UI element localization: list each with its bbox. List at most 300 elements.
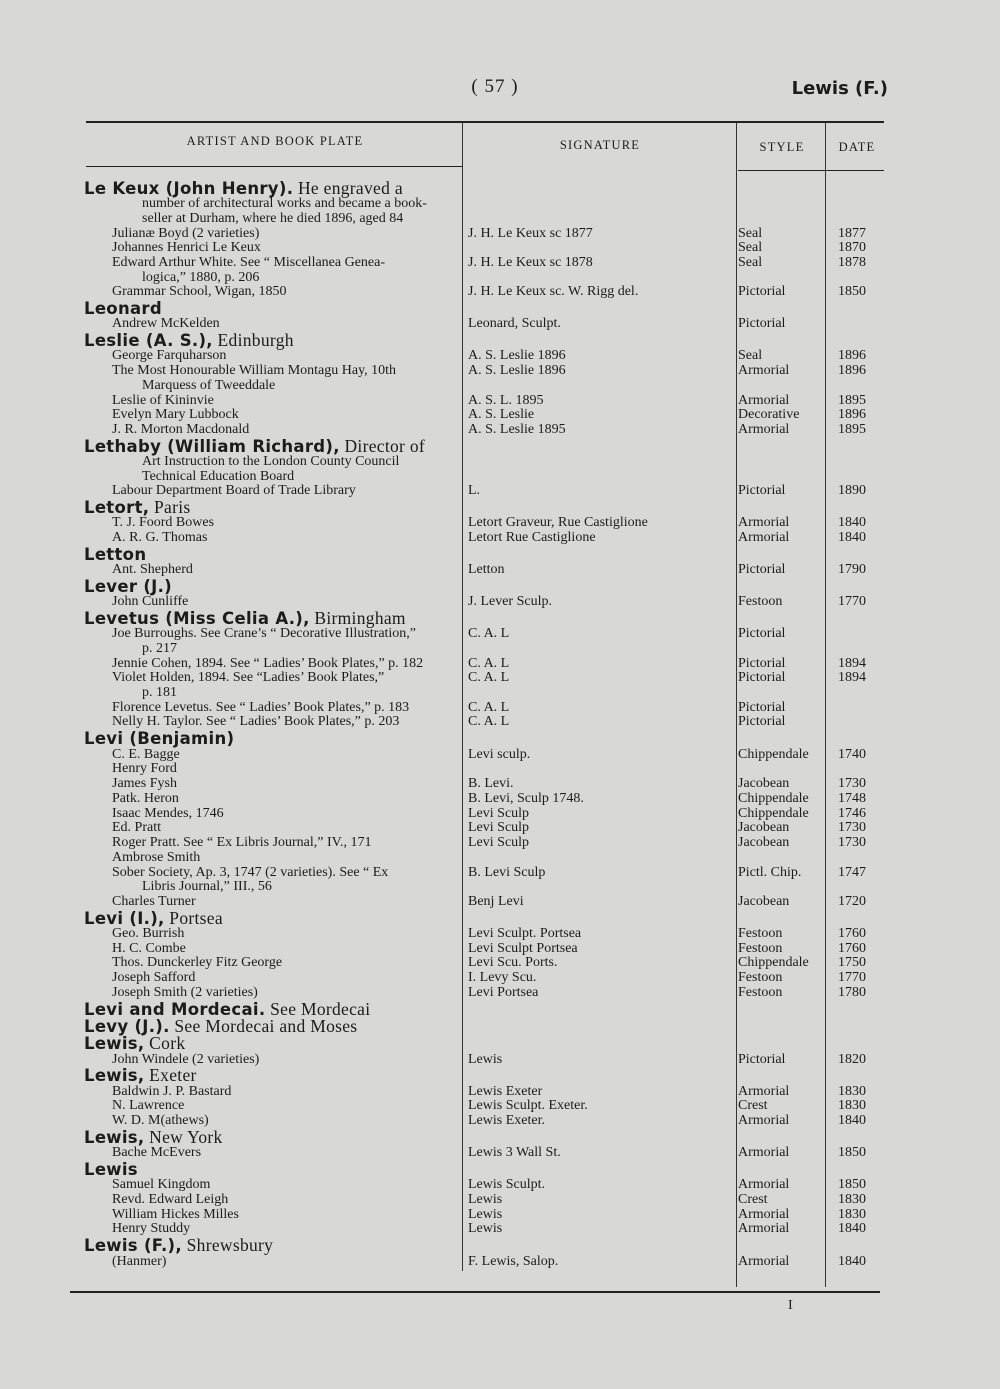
date-cell: 1895 <box>838 392 866 408</box>
style-cell: Pictorial <box>738 284 786 300</box>
date-cell: 1894 <box>838 670 866 686</box>
style-cell: Crest <box>738 1191 768 1207</box>
table-row <box>0 1208 1000 1223</box>
table-row <box>0 394 1000 409</box>
table-row <box>0 1099 1000 1114</box>
bookplate-owner: John Windele (2 varieties) <box>112 1051 260 1067</box>
bookplate-owner: Ant. Shepherd <box>112 562 193 578</box>
bookplate-owner: (Hanmer) <box>112 1253 167 1269</box>
table-row <box>0 762 1000 777</box>
continuation-text: Technical Education Board <box>142 468 295 484</box>
style-cell: Pictorial <box>738 626 786 642</box>
bookplate-owner: Ed. Pratt <box>112 820 161 836</box>
bookplate-owner: Joe Burroughs. See Crane’s “ Decorative Illustration,” <box>112 626 417 642</box>
table-row <box>0 349 1000 364</box>
artist-row <box>0 1126 1000 1147</box>
table-row <box>0 686 1000 701</box>
table-row <box>0 701 1000 716</box>
artist-row <box>0 1067 1000 1084</box>
style-cell: Pictorial <box>738 562 786 578</box>
table-row <box>0 1222 1000 1237</box>
date-cell: 1840 <box>838 1253 866 1269</box>
artist-heading: Lever (J.) <box>84 576 173 596</box>
signature-cell: Levi Sculp <box>468 820 530 836</box>
style-cell: Festoon <box>738 984 783 1000</box>
date-cell: 1896 <box>838 407 866 423</box>
date-cell: 1720 <box>838 893 866 909</box>
artist-note: Cork <box>144 1033 186 1054</box>
bookplate-owner: Thos. Dunckerley Fitz George <box>112 955 283 971</box>
date-cell: 1877 <box>838 225 866 241</box>
table-row <box>0 1178 1000 1193</box>
artist-heading: Le Keux (John Henry). <box>84 179 294 198</box>
bookplate-owner: W. D. M(athews) <box>112 1113 209 1129</box>
artist-note: Exeter <box>144 1065 197 1086</box>
signature-cell: C. A. L <box>468 655 510 671</box>
bookplate-owner: Isaac Mendes, 1746 <box>112 805 224 821</box>
signature-cell: Lewis Exeter <box>468 1083 543 1099</box>
bookplate-owner: Violet Holden, 1894. See “Ladies’ Book Plates,” <box>112 670 385 686</box>
date-cell: 1896 <box>838 348 866 364</box>
signature-cell: Lewis Sculpt. Exeter. <box>468 1098 588 1114</box>
artist-heading: Levy (J.). <box>84 1016 170 1036</box>
artist-name <box>84 1161 138 1178</box>
date-cell: 1840 <box>838 1113 866 1129</box>
column-header-style: STYLE <box>759 140 805 154</box>
signature-cell: A. S. Leslie 1896 <box>468 363 566 379</box>
style-cell: Jacobean <box>738 820 790 836</box>
artist-row <box>0 1237 1000 1254</box>
artist-name <box>84 180 403 197</box>
table-row <box>0 986 1000 1001</box>
bookplate-owner: A. R. G. Thomas <box>112 530 208 546</box>
table-row <box>0 455 1000 470</box>
table-row <box>0 379 1000 394</box>
table-row <box>0 866 1000 881</box>
table-row <box>0 364 1000 379</box>
signature-cell: Lewis <box>468 1221 503 1237</box>
bookplate-owner: Ambrose Smith <box>112 849 201 865</box>
style-cell: Armorial <box>738 1177 790 1193</box>
continuation-text: p. 217 <box>142 641 177 656</box>
artist-note: Director of <box>339 435 426 456</box>
signature-cell: Lewis 3 Wall St. <box>468 1145 561 1161</box>
style-cell: Chippendale <box>738 805 809 821</box>
style-cell: Seal <box>738 240 763 256</box>
artist-row <box>0 998 1000 1019</box>
style-cell: Festoon <box>738 970 783 986</box>
style-cell: Armorial <box>738 530 790 546</box>
artist-name <box>84 1035 185 1052</box>
artist-row <box>0 907 1000 928</box>
bookplate-owner: H. C. Combe <box>112 940 186 956</box>
table-row <box>0 1146 1000 1161</box>
bookplate-owner: Geo. Burrish <box>112 925 185 941</box>
artist-heading: Leonard <box>84 299 162 319</box>
signature-cell: Leonard, Sculpt. <box>468 316 561 332</box>
signature-cell: J. H. Le Keux sc 1878 <box>468 255 593 270</box>
artist-heading: Levi and Mordecai. <box>84 999 266 1019</box>
date-cell: 1730 <box>838 820 866 836</box>
date-cell: 1830 <box>838 1098 866 1114</box>
artist-row <box>0 546 1000 563</box>
style-cell: Chippendale <box>738 790 809 806</box>
signature-cell: B. Levi Sculp <box>468 864 546 880</box>
table-row <box>0 671 1000 686</box>
column-header-artist: ARTIST AND BOOK PLATE <box>186 134 364 148</box>
style-cell: Armorial <box>738 1145 790 1161</box>
date-cell: 1830 <box>838 1206 866 1222</box>
artist-row <box>0 730 1000 747</box>
artist-row <box>0 607 1000 628</box>
artist-heading: Lethaby (William Richard), <box>84 436 340 456</box>
artist-name <box>84 1015 358 1036</box>
style-cell: Chippendale <box>738 955 809 971</box>
bookplate-owner: Grammar School, Wigan, 1850 <box>112 284 287 300</box>
header-rule-right <box>738 170 884 171</box>
style-cell: Pictorial <box>738 655 786 671</box>
artist-name <box>84 1067 197 1084</box>
artist-row <box>0 499 1000 516</box>
artist-name <box>84 907 223 928</box>
signature-cell: Letort Graveur, Rue Castiglione <box>468 515 648 531</box>
table-row <box>0 271 1000 286</box>
style-cell: Pictorial <box>738 1051 786 1067</box>
artist-heading: Lewis, <box>84 1066 145 1086</box>
continuation-text: number of architectural works and became a book- <box>142 196 427 212</box>
artist-name <box>84 435 426 456</box>
artist-row <box>0 332 1000 349</box>
style-cell: Seal <box>738 225 763 241</box>
style-cell: Seal <box>738 255 763 270</box>
signature-cell: Levi Scu. Ports. <box>468 955 558 971</box>
header-rule-left <box>86 166 462 167</box>
artist-name <box>84 1237 273 1254</box>
artist-row <box>0 1161 1000 1178</box>
date-cell: 1730 <box>838 776 866 791</box>
date-cell: 1747 <box>838 864 866 880</box>
artist-note: Edinburgh <box>212 330 294 351</box>
bookplate-owner: Edward Arthur White. See “ Miscellanea Genea- <box>112 255 386 270</box>
bookplate-owner: Roger Pratt. See “ Ex Libris Journal,” IV., 171 <box>112 835 372 850</box>
signature-cell: Levi Sculpt. Portsea <box>468 925 582 941</box>
signature-cell: Lewis <box>468 1051 503 1067</box>
style-cell: Armorial <box>738 363 790 379</box>
signature-cell: C. A. L <box>468 714 510 730</box>
signature-cell: Levi sculp. <box>468 746 531 762</box>
artist-name <box>84 578 172 595</box>
continuation-text: seller at Durham, where he died 1896, aged 84 <box>142 210 404 226</box>
artist-name <box>84 730 234 747</box>
style-cell: Pictl. Chip. <box>738 864 802 880</box>
artist-note: See Mordecai and Moses <box>169 1015 358 1036</box>
table-row <box>0 197 1000 212</box>
table-row <box>0 285 1000 300</box>
column-header-signature: SIGNATURE <box>559 138 641 152</box>
bookplate-owner: William Hickes Milles <box>112 1206 239 1222</box>
bookplate-owner: Jennie Cohen, 1894. See “ Ladies’ Book Plates,” p. 182 <box>112 655 424 671</box>
artist-heading: Lewis, <box>84 1127 145 1147</box>
bookplate-owner: James Fysh <box>112 776 177 791</box>
table-row <box>0 777 1000 792</box>
bookplate-owner: Labour Department Board of Trade Library <box>112 483 356 499</box>
table-row <box>0 836 1000 851</box>
bookplate-owner: Samuel Kingdom <box>112 1177 211 1193</box>
table-row <box>0 807 1000 822</box>
bookplate-owner: Joseph Smith (2 varieties) <box>112 984 258 1000</box>
bookplate-owner: Nelly H. Taylor. See “ Ladies’ Book Plates,” p. 203 <box>112 714 400 730</box>
running-head: Lewis (F.) <box>791 78 888 99</box>
artist-name <box>84 546 146 563</box>
bookplate-owner: Leslie of Kininvie <box>112 392 214 408</box>
date-cell: 1870 <box>838 240 866 256</box>
style-cell: Pictorial <box>738 316 786 332</box>
signature-cell: Lewis Exeter. <box>468 1113 545 1129</box>
table-row <box>0 408 1000 423</box>
date-cell: 1760 <box>838 940 866 956</box>
signature-cell: F. Lewis, Salop. <box>468 1253 559 1269</box>
artist-row <box>0 300 1000 317</box>
bookplate-owner: Julianæ Boyd (2 varieties) <box>112 225 260 241</box>
signature-cell: Levi Sculp <box>468 805 530 821</box>
bookplate-owner: Sober Society, Ap. 3, 1747 (2 varieties). See “ Ex <box>112 864 389 880</box>
signature-mark: I <box>788 1298 793 1313</box>
signature-cell: A. S. Leslie <box>468 407 535 423</box>
date-cell: 1740 <box>838 746 866 762</box>
table-row <box>0 627 1000 642</box>
artist-heading: Lewis <box>84 1159 138 1179</box>
style-cell: Armorial <box>738 392 790 408</box>
artist-note: New York <box>144 1126 223 1147</box>
artist-name <box>84 300 162 317</box>
date-cell: 1878 <box>838 255 866 270</box>
artist-name <box>84 499 191 516</box>
artist-name <box>84 332 294 349</box>
style-cell: Armorial <box>738 1221 790 1237</box>
continuation-text: p. 181 <box>142 685 177 701</box>
date-cell: 1790 <box>838 562 866 578</box>
artist-name <box>84 1126 223 1147</box>
artist-heading: Levi (Benjamin) <box>84 729 235 749</box>
style-cell: Seal <box>738 348 763 364</box>
bookplate-owner: Florence Levetus. See “ Ladies’ Book Plates,” p. 183 <box>112 699 410 715</box>
artist-note: Paris <box>149 497 191 518</box>
signature-cell: Levi Sculp <box>468 835 530 850</box>
date-cell: 1896 <box>838 363 866 379</box>
artist-heading: Letton <box>84 544 147 564</box>
bookplate-owner: Andrew McKelden <box>112 316 220 332</box>
style-cell: Pictorial <box>738 714 786 730</box>
style-cell: Festoon <box>738 594 783 610</box>
table-row <box>0 748 1000 763</box>
table-row <box>0 851 1000 866</box>
page-number: ( 57 ) <box>471 76 519 97</box>
signature-cell: Letort Rue Castiglione <box>468 530 596 546</box>
date-cell: 1760 <box>838 925 866 941</box>
date-cell: 1830 <box>838 1191 866 1207</box>
bookplate-owner: C. E. Bagge <box>112 746 180 762</box>
table-row <box>0 595 1000 610</box>
table-row <box>0 1255 1000 1270</box>
bottom-rule <box>70 1291 880 1293</box>
bookplate-owner: Patk. Heron <box>112 790 179 806</box>
table-row <box>0 942 1000 957</box>
signature-cell: A. S. Leslie 1895 <box>468 422 566 438</box>
table-row <box>0 256 1000 271</box>
artist-heading: Leslie (A. S.), <box>84 331 213 351</box>
artist-heading: Letort, <box>84 498 150 518</box>
signature-cell: B. Levi, Sculp 1748. <box>468 790 584 806</box>
artist-row <box>0 578 1000 595</box>
date-cell: 1850 <box>838 1177 866 1193</box>
table-row <box>0 470 1000 485</box>
style-cell: Chippendale <box>738 746 809 762</box>
artist-note: See Mordecai <box>265 998 371 1019</box>
table-row <box>0 715 1000 730</box>
date-cell: 1840 <box>838 1221 866 1237</box>
table-row <box>0 971 1000 986</box>
style-cell: Jacobean <box>738 835 790 850</box>
style-cell: Crest <box>738 1098 768 1114</box>
artist-row <box>0 435 1000 456</box>
style-cell: Jacobean <box>738 776 790 791</box>
artist-row <box>0 180 1000 197</box>
signature-cell: J. Lever Sculp. <box>468 594 552 610</box>
date-cell: 1770 <box>838 970 866 986</box>
table-row <box>0 317 1000 332</box>
table-row <box>0 792 1000 807</box>
table-row <box>0 1085 1000 1100</box>
date-cell: 1780 <box>838 984 866 1000</box>
table-row <box>0 563 1000 578</box>
date-cell: 1750 <box>838 955 866 971</box>
artist-note: Shrewsbury <box>181 1235 274 1256</box>
signature-cell: Lewis <box>468 1191 503 1207</box>
style-cell: Pictorial <box>738 483 786 499</box>
date-cell: 1830 <box>838 1083 866 1099</box>
table-row <box>0 531 1000 546</box>
style-cell: Pictorial <box>738 670 786 686</box>
signature-cell: Benj Levi <box>468 893 524 909</box>
bookplate-owner: George Farquharson <box>112 348 227 364</box>
artist-heading: Levi (I.), <box>84 908 165 928</box>
artist-heading: Lewis (F.), <box>84 1236 182 1256</box>
artist-row <box>0 1035 1000 1052</box>
style-cell: Armorial <box>738 422 790 438</box>
date-cell: 1890 <box>838 483 866 499</box>
artist-heading: Lewis, <box>84 1034 145 1054</box>
style-cell: Festoon <box>738 940 783 956</box>
bookplate-owner: T. J. Foord Bowes <box>112 515 215 531</box>
table-row <box>0 212 1000 227</box>
signature-cell: I. Levy Scu. <box>468 970 537 986</box>
bookplate-owner: Charles Turner <box>112 893 196 909</box>
artist-name <box>84 607 406 628</box>
date-cell: 1840 <box>838 530 866 546</box>
style-cell: Armorial <box>738 1083 790 1099</box>
date-cell: 1820 <box>838 1051 866 1067</box>
style-cell: Festoon <box>738 925 783 941</box>
signature-cell: C. A. L <box>468 699 510 715</box>
bookplate-owner: The Most Honourable William Montagu Hay, 10th <box>112 363 397 379</box>
table-row <box>0 423 1000 438</box>
signature-cell: C. A. L <box>468 670 510 686</box>
bookplate-owner: J. R. Morton Macdonald <box>112 422 250 438</box>
artist-note: He engraved a <box>293 178 403 198</box>
signature-cell: Lewis Sculpt. <box>468 1177 545 1193</box>
bookplate-owner: Baldwin J. P. Bastard <box>112 1083 232 1099</box>
table-row <box>0 927 1000 942</box>
table-row <box>0 880 1000 895</box>
date-cell: 1770 <box>838 594 866 610</box>
style-cell: Armorial <box>738 1206 790 1222</box>
table-row <box>0 241 1000 256</box>
signature-cell: L. <box>468 483 481 499</box>
bookplate-owner: Joseph Safford <box>112 970 196 986</box>
bookplate-owner: Bache McEvers <box>112 1145 202 1161</box>
signature-cell: Levi Sculpt Portsea <box>468 940 578 956</box>
continuation-text: Art Instruction to the London County Council <box>142 454 400 470</box>
style-cell: Armorial <box>738 515 790 531</box>
table-row <box>0 642 1000 657</box>
bookplate-owner: John Cunliffe <box>112 594 189 610</box>
signature-cell: A. S. L. 1895 <box>468 392 544 408</box>
signature-cell: Letton <box>468 562 505 578</box>
top-rule <box>86 121 884 123</box>
date-cell: 1730 <box>838 835 866 850</box>
signature-cell: Levi Portsea <box>468 984 539 1000</box>
date-cell: 1895 <box>838 422 866 438</box>
signature-cell: B. Levi. <box>468 776 514 791</box>
table-row <box>0 1193 1000 1208</box>
signature-cell: J. H. Le Keux sc 1877 <box>468 225 593 241</box>
artist-heading: Levetus (Miss Celia A.), <box>84 608 310 628</box>
continuation-text: Marquess of Tweeddale <box>142 377 276 393</box>
continuation-text: Libris Journal,” III., 56 <box>142 879 272 895</box>
table-row <box>0 821 1000 836</box>
bookplate-owner: Johannes Henrici Le Keux <box>112 240 261 256</box>
table-row <box>0 956 1000 971</box>
artist-note: Portsea <box>164 907 223 928</box>
column-header-date: DATE <box>838 140 876 154</box>
bookplate-owner: N. Lawrence <box>112 1098 185 1114</box>
table-row <box>0 895 1000 910</box>
date-cell: 1894 <box>838 655 866 671</box>
signature-cell: C. A. L <box>468 626 510 642</box>
date-cell: 1850 <box>838 1145 866 1161</box>
table-row <box>0 516 1000 531</box>
signature-cell: J. H. Le Keux sc. W. Rigg del. <box>468 284 639 300</box>
style-cell: Armorial <box>738 1113 790 1129</box>
style-cell: Jacobean <box>738 893 790 909</box>
continuation-text: logica,” 1880, p. 206 <box>142 269 260 285</box>
date-cell: 1850 <box>838 284 866 300</box>
date-cell: 1840 <box>838 515 866 531</box>
table-row <box>0 657 1000 672</box>
style-cell: Decorative <box>738 407 800 423</box>
signature-cell: A. S. Leslie 1896 <box>468 348 566 364</box>
signature-cell: Lewis <box>468 1206 503 1222</box>
style-cell: Pictorial <box>738 699 786 715</box>
bookplate-owner: Evelyn Mary Lubbock <box>112 407 239 423</box>
bookplate-owner: Henry Ford <box>112 761 177 777</box>
artist-note: Birmingham <box>309 607 406 628</box>
table-row <box>0 227 1000 242</box>
style-cell: Armorial <box>738 1253 790 1269</box>
bookplate-owner: Henry Studdy <box>112 1221 191 1237</box>
date-cell: 1748 <box>838 790 866 806</box>
bookplate-owner: Revd. Edward Leigh <box>112 1191 229 1207</box>
